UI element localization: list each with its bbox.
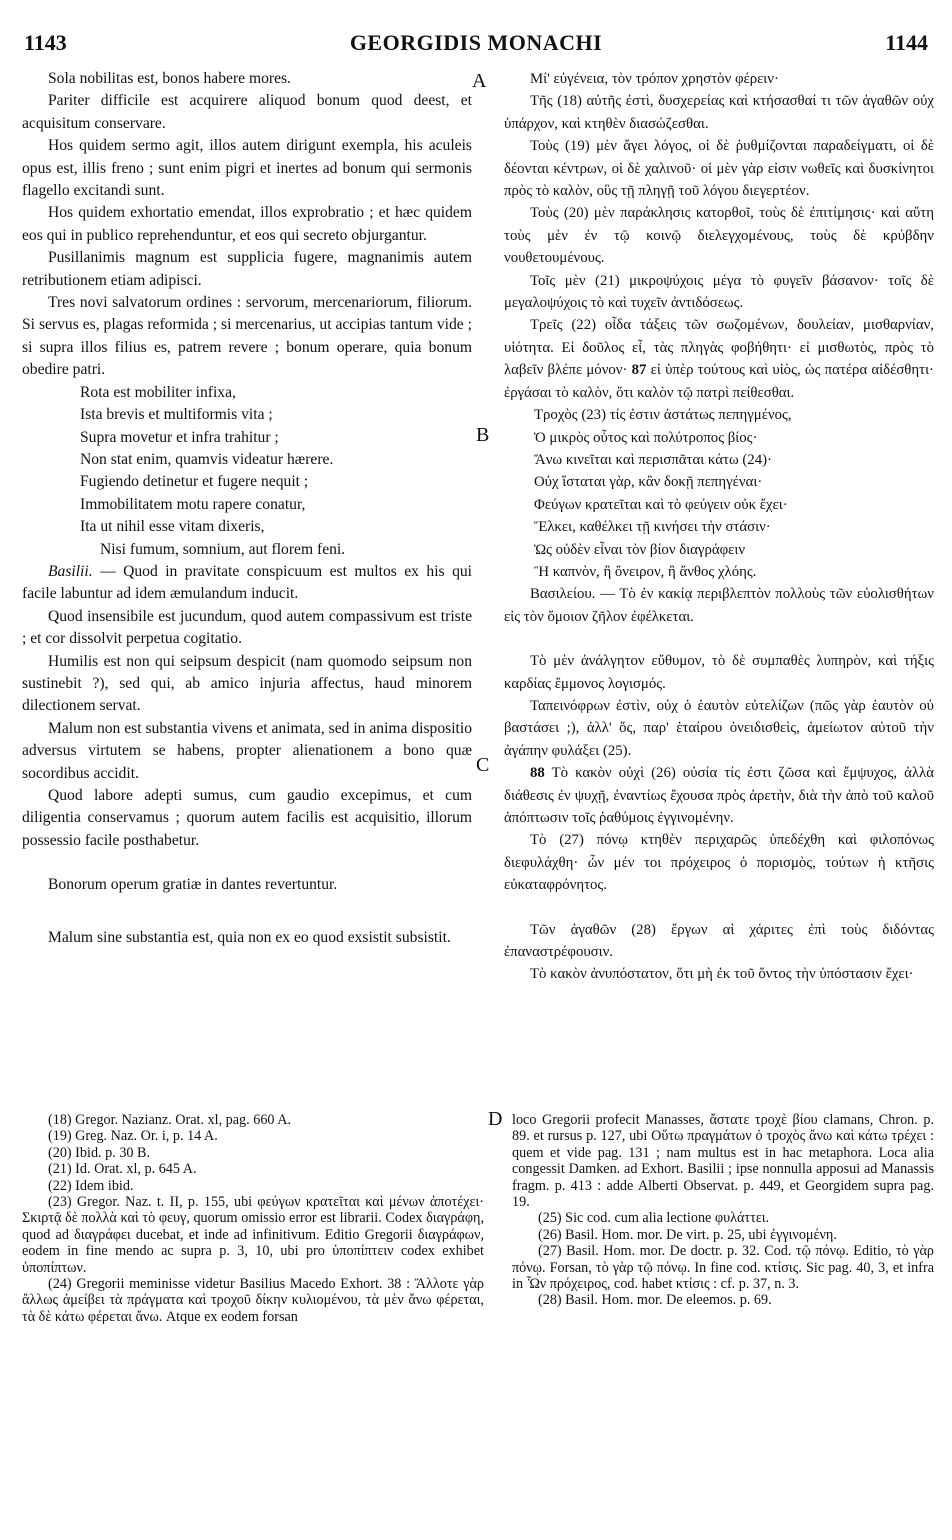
margin-marker-a: A xyxy=(472,70,487,92)
latin-paragraph: Pusillanimis magnum est supplicia fugere, magnanimis autem retributionem etiam adipisci. xyxy=(22,249,472,289)
footnote: (21) Id. Orat. xl, p. 645 A. xyxy=(48,1161,197,1178)
greek-verse-line: Τροχὸς (23) τίς ἐστιν ἀστάτως πεπηγμένος, xyxy=(534,407,792,424)
section-number: 88 xyxy=(530,765,545,782)
latin-paragraph: Bonorum operum gratiæ in dantes revertuntur. xyxy=(48,876,338,894)
greek-paragraph-text: Τὸ κακὸν οὐχὶ (26) οὐσία τίς ἐστι ζῶσα καὶ ἔμψυχος, ἀλλὰ διάθεσις ἐν ψυχῇ, ἐναντίως ἔχουσα πρὸς ἀρετὴν, διὰ τὴν ἀπὸ τοῦ καλοῦ ἀπόπτωσιν τοῖς ῥαθύμοις ἐγγινομένην. xyxy=(504,765,934,826)
greek-paragraph: Τοῖς μὲν (21) μικροψύχοις μέγα τὸ φυγεῖν βάσανον· τοῖς δὲ μεγαλοψύχοις τὸ καὶ τυχεῖν ἀντιδόσεως. xyxy=(504,272,934,312)
greek-verse-line: Ἕλκει, καθέλκει τῇ κινήσει τὴν στάσιν· xyxy=(534,519,771,536)
footnote: (19) Greg. Naz. Or. i, p. 14 A. xyxy=(48,1128,218,1145)
latin-verse-line: Supra movetur et infra trahitur ; xyxy=(80,428,279,446)
latin-verse-line: Non stat enim, quamvis videatur hærere. xyxy=(80,450,334,468)
margin-marker-b: B xyxy=(476,424,490,446)
latin-paragraph: Sola nobilitas est, bonos habere mores. xyxy=(48,70,291,87)
running-title: GEORGIDIS MONACHI xyxy=(349,30,603,55)
author-label: Basilii. xyxy=(48,562,93,580)
latin-column xyxy=(22,68,472,949)
greek-verse-line: Ὁ μικρὸς οὗτος καὶ πολύτροπος βίος· xyxy=(534,429,758,446)
latin-verse-line: Immobilitatem motu rapere conatur, xyxy=(80,495,306,513)
latin-paragraph: Hos quidem exhortatio emendat, illos exprobratio ; et hæc quidem eos qui in publico reprehenduntur, et eos qui secreto objurgantur. xyxy=(22,204,472,244)
latin-verse-line: Rota est mobiliter infixa, xyxy=(80,383,236,401)
greek-verse-line: Ἄνω κινεῖται καὶ περισπᾶται κάτω (24)· xyxy=(534,451,772,468)
latin-paragraph: Quod labore adepti sumus, cum gaudio excepimus, et cum diligentia conservamus ; quorum autem facilis est acquisitio, illorum possessio facile posthabetur. xyxy=(22,787,472,849)
latin-paragraph: Quod insensibile est jucundum, quod autem compassivum est triste ; et cor dissolvit perpetua cogitatio. xyxy=(22,607,472,648)
greek-verse-line: Ὡς οὐδὲν εἶναι τὸν βίον διαγράφειν xyxy=(534,541,746,558)
spacer xyxy=(504,628,934,650)
greek-verse-line: Ἢ καπνὸν, ἢ ὄνειρον, ἢ ἄνθος χλόης. xyxy=(534,563,757,580)
latin-paragraph: Hos quidem sermo agit, illos autem dirigunt exempla, his aculeis opus est, illis freno ; sunt enim pigri et inertes ad bonum qui sermonis flagello excitandi sunt. xyxy=(22,137,472,200)
greek-column xyxy=(504,68,934,986)
spacer xyxy=(22,852,472,874)
greek-paragraph: Τὸ (27) πόνῳ κτηθὲν περιχαρῶς ὑπεδέχθη καὶ φιλοπόνως διεφυλάχθη· ὧν μέν τοι πρόχειρος ὁ πορισμὸς, τούτων ἡ κτῆσις εὐκαταφρόνητος. xyxy=(504,832,934,894)
latin-verse-line: Fugiendo detinetur et fugere nequit ; xyxy=(80,473,309,491)
footnote: (23) Gregor. Naz. t. II, p. 155, ubi φεύγων κρατεῖται καὶ μένων ἀποτέχει· Σκιρτᾷ δὲ πολλὰ καὶ τὸ φευγ, quorum omissio error est librarii. Codex διαγράφη, quod ad διαγράφει ducebat, et inde ad infinitivum. Editio Gregorii διαγράφων, eodem in fine mendo ac supra p. 3, 10, ubi pro ὑποπίπτειν codex exhibet ὑποπίπτων. xyxy=(22,1194,484,1276)
left-page-number: 1143 xyxy=(24,30,67,55)
right-page-number: 1144 xyxy=(885,30,928,55)
greek-paragraph xyxy=(504,762,934,829)
latin-verse-line: Nisi fumum, somnium, aut florem feni. xyxy=(100,540,346,558)
footnote: (24) Gregorii meminisse videtur Basilius Macedo Exhort. 38 : Ἄλλοτε γὰρ ἄλλως ἀμείβει τὰ πράγματα καὶ τροχοῦ δίκην κυλιομένου, τὰ μὲν ἄνω φέρεται, τὰ δὲ κάτω φέρεται ἄνω. Atque ex eodem forsan xyxy=(22,1276,484,1325)
margin-marker-c: C xyxy=(476,754,490,776)
latin-paragraph: Tres novi salvatorum ordines : servorum, mercenariorum, filiorum. Si servus es, plagas reformida ; si mercenarius, ut accipias tantum vide ; si supra illos filius es, patrem revere ; bonum operare, quia bonum obedire patri. xyxy=(22,294,472,379)
footnote: (27) Basil. Hom. mor. De doctr. p. 32. Cod. τῷ πόνῳ. Editio, τὸ γὰρ πόνῳ. Forsan, τὸ γὰρ τῷ πόνῳ. In fine cod. κτίσις. Sic pag. 40, 3, et infra in Ὧν πρόχειρος, cod. habet κτίσις : cf. p. 37, n. 3. xyxy=(512,1243,934,1293)
greek-paragraph-text: Τρεῖς (22) οἶδα τάξεις τῶν σωζομένων, δουλείαν, μισθαρνίαν, υἱότητα. Εἰ δοῦλος εἶ, τὰς πληγὰς φοβήθητι· εἰ μισθωτὸς, πρὸς τὸ λαβεῖν βλέπε μόνον· xyxy=(504,317,934,379)
footnote: (20) Ibid. p. 30 B. xyxy=(48,1144,151,1161)
greek-paragraph: Τῆς (18) αὐτῆς ἐστὶ, δυσχερείας καὶ κτήσασθαί τι τῶν ἀγαθῶν οὐχ ὑπάρχον, καὶ κτηθὲν διασώζεσθαι. xyxy=(504,93,934,132)
latin-paragraph: Malum non est substantia vivens et animata, sed in anima dispositio adversus virtutem se habens, propter alienationem a bono quæ socordibus accidit. xyxy=(22,719,473,782)
greek-verse-line: Φεύγων κρατεῖται καὶ τὸ φεύγειν οὐκ ἔχει· xyxy=(534,496,788,513)
greek-paragraph: Ταπεινόφρων ἐστὶν, οὐχ ὁ ἑαυτὸν εὐτελίζων (πῶς γὰρ ἑαυτὸν οὐ βαστάσει ;), ἀλλ' ὅς, παρ' ἑταίρου ὀνειδισθεὶς, ἀμείωτον αὐτοῦ τὴν ἀγάπην φυλάξει (25). xyxy=(504,697,934,759)
latin-paragraph: Malum sine substantia est, quia non ex eo quod exsistit subsistit. xyxy=(48,928,451,946)
section-number: 87 xyxy=(631,362,647,379)
greek-paragraph: Βασιλείου. — Τὸ ἐν κακίᾳ περιβλεπτὸν πολλοὺς τῶν εὐολισθήτων εἰς τὸν ὅμοιον ζῆλον ἐφέλκεται. xyxy=(504,586,934,625)
greek-verse-line: Οὐχ ἵσταται γὰρ, κἂν δοκῇ πεπηγέναι· xyxy=(534,474,763,491)
footnotes-right xyxy=(512,1112,934,1309)
margin-marker-d: D xyxy=(488,1108,503,1130)
greek-paragraph: Τοὺς (19) μὲν ἄγει λόγος, οἱ δὲ ῥυθμίζονται παραδείγματι, οἱ δὲ δέονται κέντρων, οἱ δὲ χαλινοῦ· οἱ μὲν γὰρ εἰσιν νωθεῖς καὶ δυσκίνητοι πρὸς τὸ καλὸν, οὓς τῇ πληγῇ τοῦ λόγου διεγερτέον. xyxy=(504,138,934,200)
greek-paragraph: Τὸ κακὸν ἀνυπόστατον, ὅτι μὴ ἐκ τοῦ ὄντος τὴν ὑπόστασιν ἔχει· xyxy=(530,966,914,983)
footnote: (18) Gregor. Nazianz. Orat. xl, pag. 660 A. xyxy=(48,1112,292,1128)
latin-paragraph xyxy=(22,561,472,606)
footnote: (28) Basil. Hom. mor. De eleemos. p. 69. xyxy=(538,1292,772,1309)
latin-verse-line: Ista brevis et multiformis vita ; xyxy=(80,406,273,424)
greek-paragraph: Μί' εὐγένεια, τὸν τρόπον χρηστὸν φέρειν· xyxy=(530,71,779,87)
spacer xyxy=(504,897,934,919)
greek-paragraph: Τῶν ἀγαθῶν (28) ἔργων αἱ χάριτες ἐπὶ τοὺς διδόντας ἐπαναστρέφουσιν. xyxy=(504,921,934,961)
spacer xyxy=(22,897,472,927)
latin-paragraph: Humilis est non qui seipsum despicit (nam quomodo seipsum non sustinebit ?), sed qui, ab amico injuria affectus, haud minorem dilectionem servat. xyxy=(22,652,472,715)
greek-paragraph: Τὸ μὲν ἀνάλγητον εὔθυμον, τὸ δὲ συμπαθὲς λυπηρὸν, καὶ τήξις καρδίας ἔμμονος λογισμός. xyxy=(504,653,934,692)
greek-paragraph-text: εἰ ὑπὲρ τούτους καὶ υἱὸς, ὡς πατέρα αἰδέσθητι· ἐργάσαι τὸ καλὸν, ὅτι καλὸν τῷ πατρὶ πείθεσθαι. xyxy=(504,362,934,401)
latin-verse-line: Ita ut nihil esse vitam dixeris, xyxy=(80,518,265,536)
footnote: loco Gregorii profecit Manasses, ἄστατε τροχὲ βίου clamans, Chron. p. 89. et rursus p. 127, ubi Οὕτω πραγμάτων ὁ τροχὸς ἄνω καὶ κάτω τρέχει : quem et vide pag. 131 ; nam multus est in hac metaphora. Loca alia congessit Damken. ad Exhort. Basilii ; ipse nonnulla apposui ad Manassis fragm. p. 413 : adde Alberti Observat. p. 449, et Georgidem supra pag. 19. xyxy=(512,1112,934,1211)
footnote: (25) Sic cod. cum alia lectione φυλάττει. xyxy=(538,1210,770,1227)
latin-paragraph: Pariter difficile est acquirere aliquod bonum quod deest, et acquisitum conservare. xyxy=(22,92,472,132)
footnote: (22) Idem ibid. xyxy=(48,1177,134,1194)
footnotes-left xyxy=(22,1112,484,1325)
footnote: (26) Basil. Hom. mor. De virt. p. 25, ubi ἐγγινομένη. xyxy=(538,1226,837,1243)
greek-paragraph: Τοὺς (20) μὲν παράκλησις κατορθοῖ, τοὺς δὲ ἐπιτίμησις· καὶ αὕτη τοὺς μὲν ἐν τῷ κοινῷ διελεγχομένους, τοὺς δὲ κρύβδην νουθετουμένους. xyxy=(504,205,934,267)
greek-paragraph xyxy=(504,314,934,404)
latin-paragraph-text: — Quod in pravitate conspicuum est multos ex his qui facile labuntur ad idem æmulandum inducit. xyxy=(22,562,472,603)
